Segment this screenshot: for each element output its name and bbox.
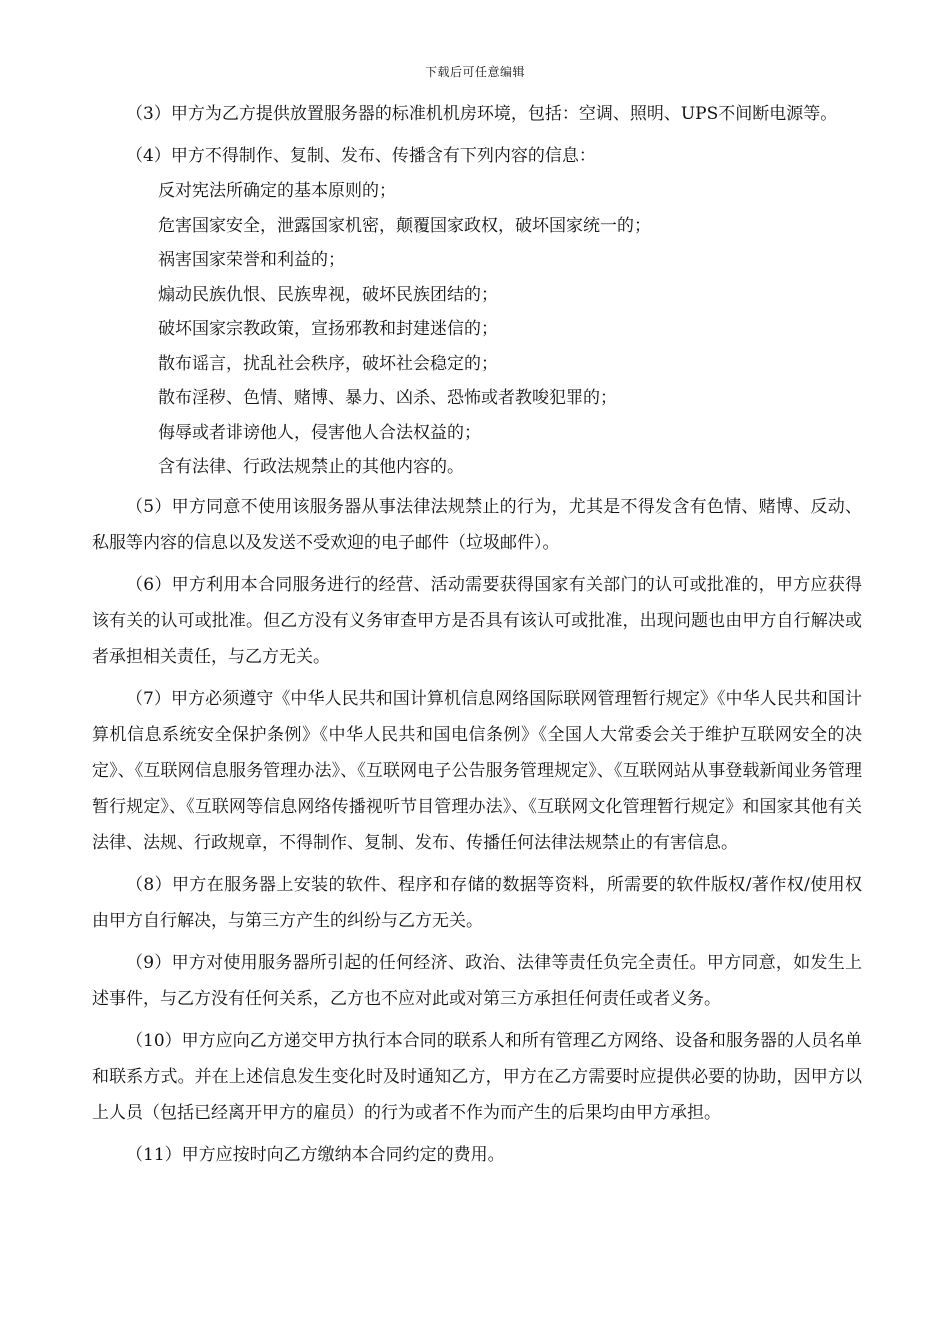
list-item: 危害国家安全，泄露国家机密，颠覆国家政权，破坏国家统一的； [158, 215, 651, 236]
clause-11: （11）甲方应按时向乙方缴纳本合同约定的费用。 [126, 1144, 505, 1165]
prohibited-content-list [92, 174, 862, 485]
list-item: 破坏国家宗教政策，宣扬邪教和封建迷信的； [158, 319, 498, 339]
clause-4: （4）甲方不得制作、复制、发布、传播含有下列内容的信息： [126, 146, 596, 166]
list-item: 反对宪法所确定的基本原则的； [158, 181, 396, 201]
list-item: 侮辱或者诽谤他人，侵害他人合法权益的； [158, 422, 481, 443]
document-body [92, 96, 862, 1179]
page-header: 下载后可任意编辑 [424, 65, 525, 79]
list-item: 散布淫秽、色情、赌博、暴力、凶杀、恐怖或者教唆犯罪的； [158, 388, 617, 408]
list-item: 含有法律、行政法规禁止的其他内容的。 [158, 457, 464, 477]
clause-8: （8）甲方在服务器上安装的软件、程序和存储的数据等资料，所需要的软件版权/著作权/使用权由甲方自行解决，与第三方产生的纠纷与乙方无关。 [92, 874, 862, 931]
list-item: 散布谣言，扰乱社会秩序，破坏社会稳定的； [158, 353, 498, 374]
clause-10: （10）甲方应向乙方递交甲方执行本合同的联系人和所有管理乙方网络、设备和服务器的人员名单和联系方式。并在上述信息发生变化时及时通知乙方，甲方在乙方需要时应提供必要的协助，因甲方以上人员（包括已经离开甲方的雇员）的行为或者不作为而产生的后果均由甲方承担。 [92, 1030, 862, 1123]
list-item: 煽动民族仇恨、民族卑视，破坏民族团结的； [158, 284, 498, 305]
clause-6: （6）甲方利用本合同服务进行的经营、活动需要获得国家有关部门的认可或批准的，甲方应获得该有关的认可或批准。但乙方没有义务审查甲方是否具有该认可或批准，出现问题也由甲方自行解决或者承担相关责任，与乙方无关。 [92, 574, 862, 667]
clause-9: （9）甲方对使用服务器所引起的任何经济、政治、法律等责任负完全责任。甲方同意，如发生上述事件，与乙方没有任何关系，乙方也不应对此或对第三方承担任何责任或者义务。 [92, 952, 862, 1009]
clause-7: （7）甲方必须遵守《中华人民共和国计算机信息网络国际联网管理暂行规定》《中华人民共和国计算机信息系统安全保护条例》《中华人民共和国电信条例》《全国人大常委会关于维护互联网安全的决定》、《互联网信息服务管理办法》、《互联网电子公告服务管理规定》、《互联网站从事登载新闻业务管理暂行规定》、《互联网等信息网络传播视听节目管理办法》、《互联网文化管理暂行规定》和国家其他有关法律、法规、行政规章，不得制作、复制、发布、传播任何法律法规禁止的有害信息。 [92, 688, 862, 853]
clause-3: （3）甲方为乙方提供放置服务器的标准机机房环境，包括：空调、照明、UPS不间断电源等。 [126, 104, 838, 124]
list-item: 祸害国家荣誉和利益的； [158, 250, 345, 270]
clause-5: （5）甲方同意不使用该服务器从事法律法规禁止的行为，尤其是不得发含有色情、赌博、反动、私服等内容的信息以及发送不受欢迎的电子邮件（垃圾邮件）。 [92, 496, 862, 553]
